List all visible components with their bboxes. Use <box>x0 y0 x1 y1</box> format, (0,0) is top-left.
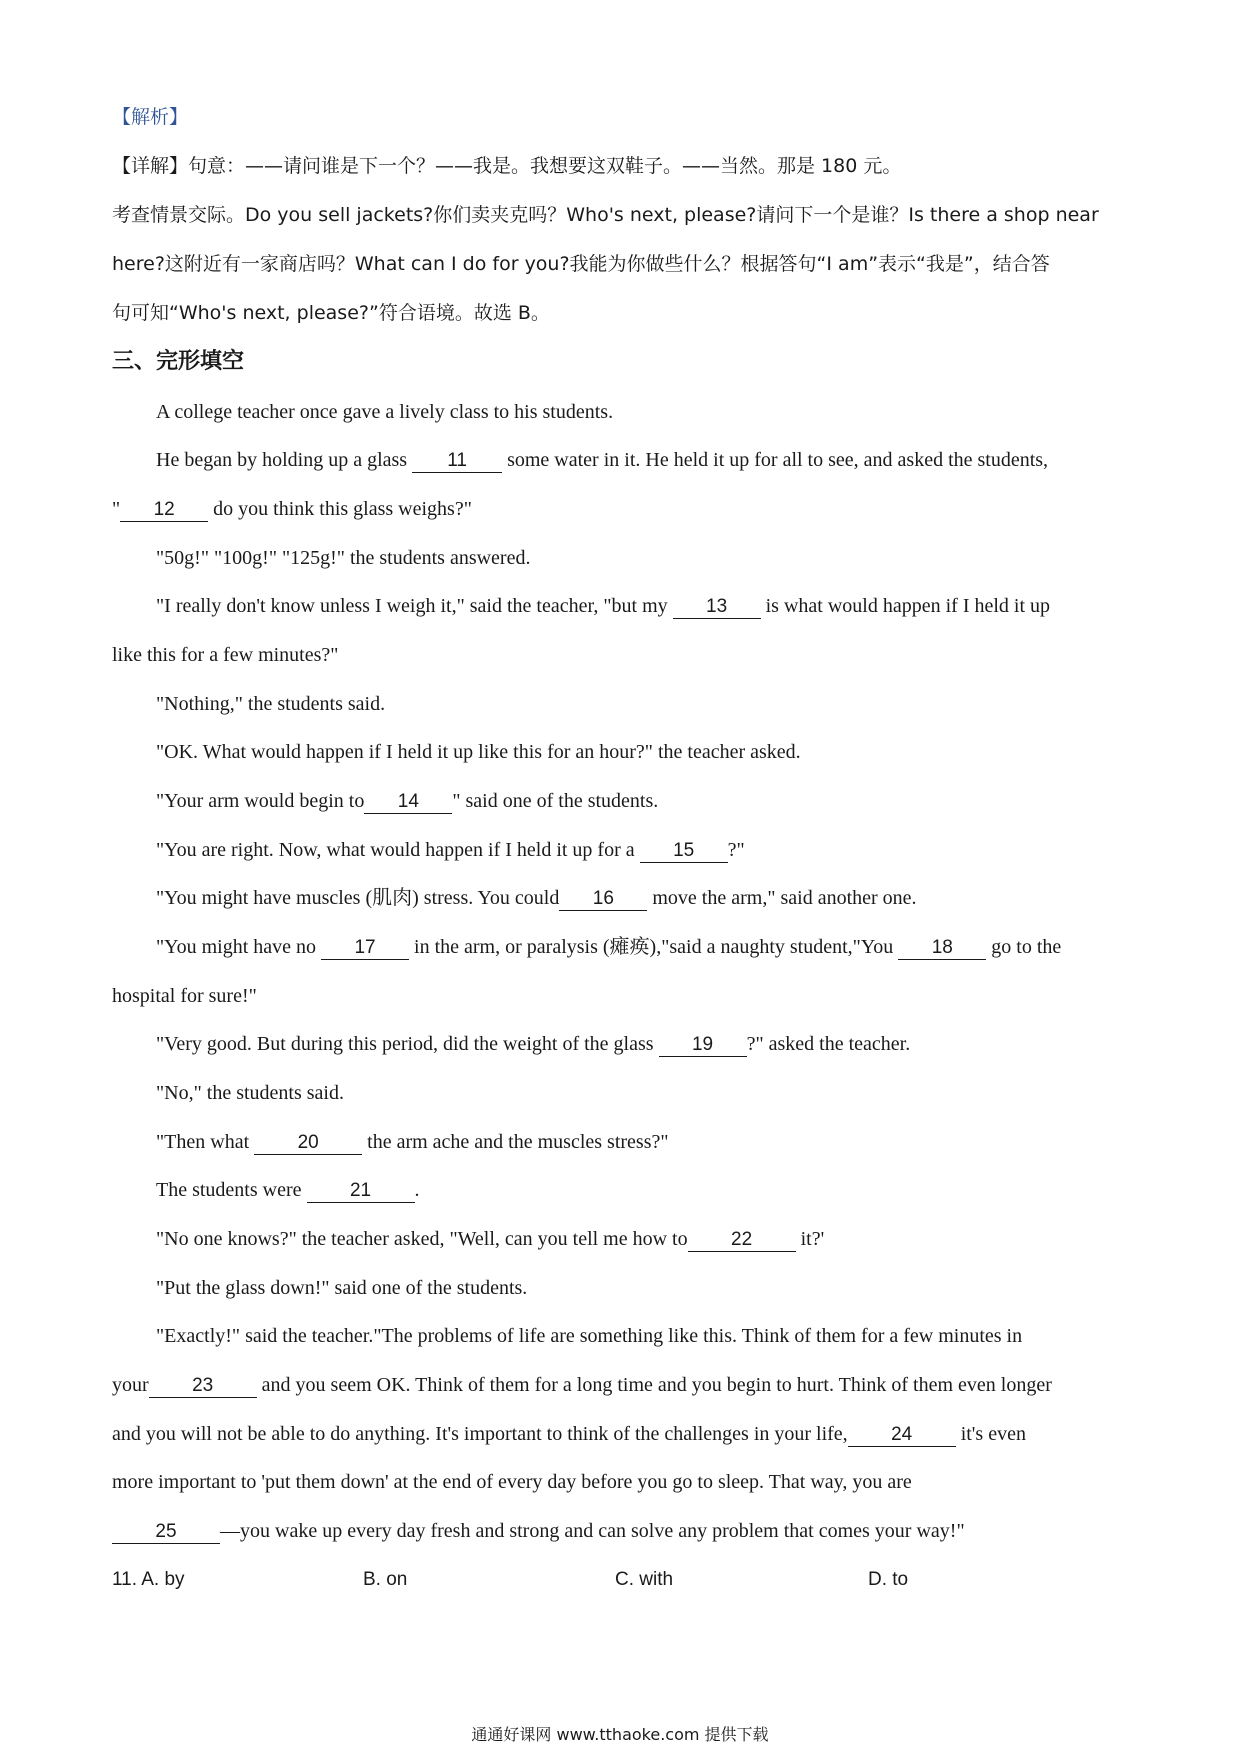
passage-text: ?" asked the teacher. <box>746 1033 911 1055</box>
passage-paragraph: "Put the glass down!" said one of the students. <box>156 1277 528 1299</box>
blank-11: 11 <box>412 450 502 473</box>
passage-text: " <box>112 498 121 520</box>
analysis-detail-line-2: 考查情景交际。Do you sell jackets?你们卖夹克吗？Who's next, please?请问下一个是谁？Is there a shop near <box>112 204 1099 226</box>
passage-paragraph <box>156 1128 669 1156</box>
passage-text: "You might have muscles (肌肉) stress. You could <box>156 887 560 909</box>
question-11-option-a: 11. A. by <box>112 1569 185 1590</box>
question-11-option-b: B. on <box>363 1569 408 1590</box>
blank-15: 15 <box>640 840 728 863</box>
passage-paragraph <box>156 933 1061 961</box>
passage-paragraph <box>156 1030 910 1058</box>
blank-20: 20 <box>254 1132 362 1155</box>
passage-paragraph: "50g!" "100g!" "125g!" the students answered. <box>156 547 531 569</box>
passage-paragraph <box>156 884 917 912</box>
passage-text: "Then what <box>156 1131 255 1153</box>
passage-text: the arm ache and the muscles stress?" <box>362 1131 669 1153</box>
passage-paragraph <box>112 1517 965 1545</box>
question-11-option-c: C. with <box>615 1569 674 1590</box>
passage-paragraph <box>156 787 658 815</box>
passage-paragraph: like this for a few minutes?" <box>112 644 339 666</box>
passage-text: move the arm," said another one. <box>647 887 917 909</box>
blank-25: 25 <box>112 1521 220 1544</box>
passage-paragraph: "Exactly!" said the teacher."The problems of life are something like this. Think of them for a few minutes in <box>156 1325 1023 1347</box>
passage-text: "You are right. Now, what would happen if I held it up for a <box>156 839 640 861</box>
passage-paragraph: "Nothing," the students said. <box>156 693 386 715</box>
passage-text: "Your arm would begin to <box>156 790 365 812</box>
blank-23: 23 <box>149 1375 257 1398</box>
passage-text: and you seem OK. Think of them for a long time and you begin to hurt. Think of them even longer <box>256 1374 1052 1396</box>
passage-paragraph <box>112 495 472 523</box>
passage-paragraph <box>112 1371 1052 1399</box>
passage-text: it's even <box>955 1423 1026 1445</box>
passage-text: . <box>414 1179 420 1201</box>
passage-text: "I really don't know unless I weigh it," said the teacher, "but my <box>156 595 673 617</box>
blank-19: 19 <box>659 1034 747 1057</box>
blank-16: 16 <box>559 888 647 911</box>
passage-text: and you will not be able to do anything. It's important to think of the challenges in your life, <box>112 1423 848 1445</box>
passage-paragraph: A college teacher once gave a lively class to his students. <box>156 401 614 423</box>
blank-17: 17 <box>321 937 409 960</box>
passage-text: do you think this glass weighs?" <box>208 498 472 520</box>
blank-24: 24 <box>848 1424 956 1447</box>
passage-text: He began by holding up a glass <box>156 449 413 471</box>
section-title: 三、完形填空 <box>112 349 245 374</box>
analysis-detail-line-4: 句可知“Who's next, please?”符合语境。故选 B。 <box>112 302 550 324</box>
passage-paragraph: hospital for sure!" <box>112 985 257 1007</box>
analysis-tag: 【解析】 <box>112 106 189 128</box>
passage-text: go to the <box>986 936 1062 958</box>
blank-21: 21 <box>307 1180 415 1203</box>
passage-paragraph: more important to 'put them down' at the end of every day before you go to sleep. That way, you are <box>112 1471 912 1493</box>
passage-paragraph <box>156 446 1048 474</box>
blank-12: 12 <box>120 499 208 522</box>
blank-13: 13 <box>673 596 761 619</box>
passage-text: The students were <box>156 1179 307 1201</box>
passage-paragraph <box>112 1420 1026 1448</box>
analysis-detail-line-1: 【详解】句意：——请问谁是下一个？——我是。我想要这双鞋子。——当然。那是 180 元。 <box>112 155 902 177</box>
passage-paragraph <box>156 836 745 864</box>
blank-22: 22 <box>688 1229 796 1252</box>
passage-paragraph: "OK. What would happen if I held it up like this for an hour?" the teacher asked. <box>156 741 801 763</box>
passage-paragraph <box>156 592 1050 620</box>
passage-text: "You might have no <box>156 936 322 958</box>
passage-paragraph <box>156 1176 420 1204</box>
passage-text: —you wake up every day fresh and strong and can solve any problem that comes your way!" <box>220 1520 965 1542</box>
passage-text: your <box>112 1374 149 1396</box>
passage-paragraph: "No," the students said. <box>156 1082 344 1104</box>
passage-text: ?" <box>727 839 745 861</box>
passage-text: some water in it. He held it up for all to see, and asked the students, <box>502 449 1049 471</box>
question-11-option-d: D. to <box>868 1569 909 1590</box>
passage-text: "No one knows?" the teacher asked, "Well, can you tell me how to <box>156 1228 688 1250</box>
passage-text: " said one of the students. <box>452 790 659 812</box>
passage-paragraph <box>156 1225 824 1253</box>
passage-text: in the arm, or paralysis (瘫痪),"said a naughty student,"You <box>409 936 899 958</box>
page-footer: 通通好课网 www.tthaoke.com 提供下载 <box>471 1725 769 1744</box>
passage-text: "Very good. But during this period, did the weight of the glass <box>156 1033 659 1055</box>
passage-text: it?' <box>795 1228 825 1250</box>
blank-14: 14 <box>364 791 452 814</box>
analysis-detail-line-3: here?这附近有一家商店吗？What can I do for you?我能为你做些什么？根据答句“I am”表示“我是”，结合答 <box>112 253 1050 275</box>
passage-text: is what would happen if I held it up <box>760 595 1051 617</box>
blank-18: 18 <box>898 937 986 960</box>
